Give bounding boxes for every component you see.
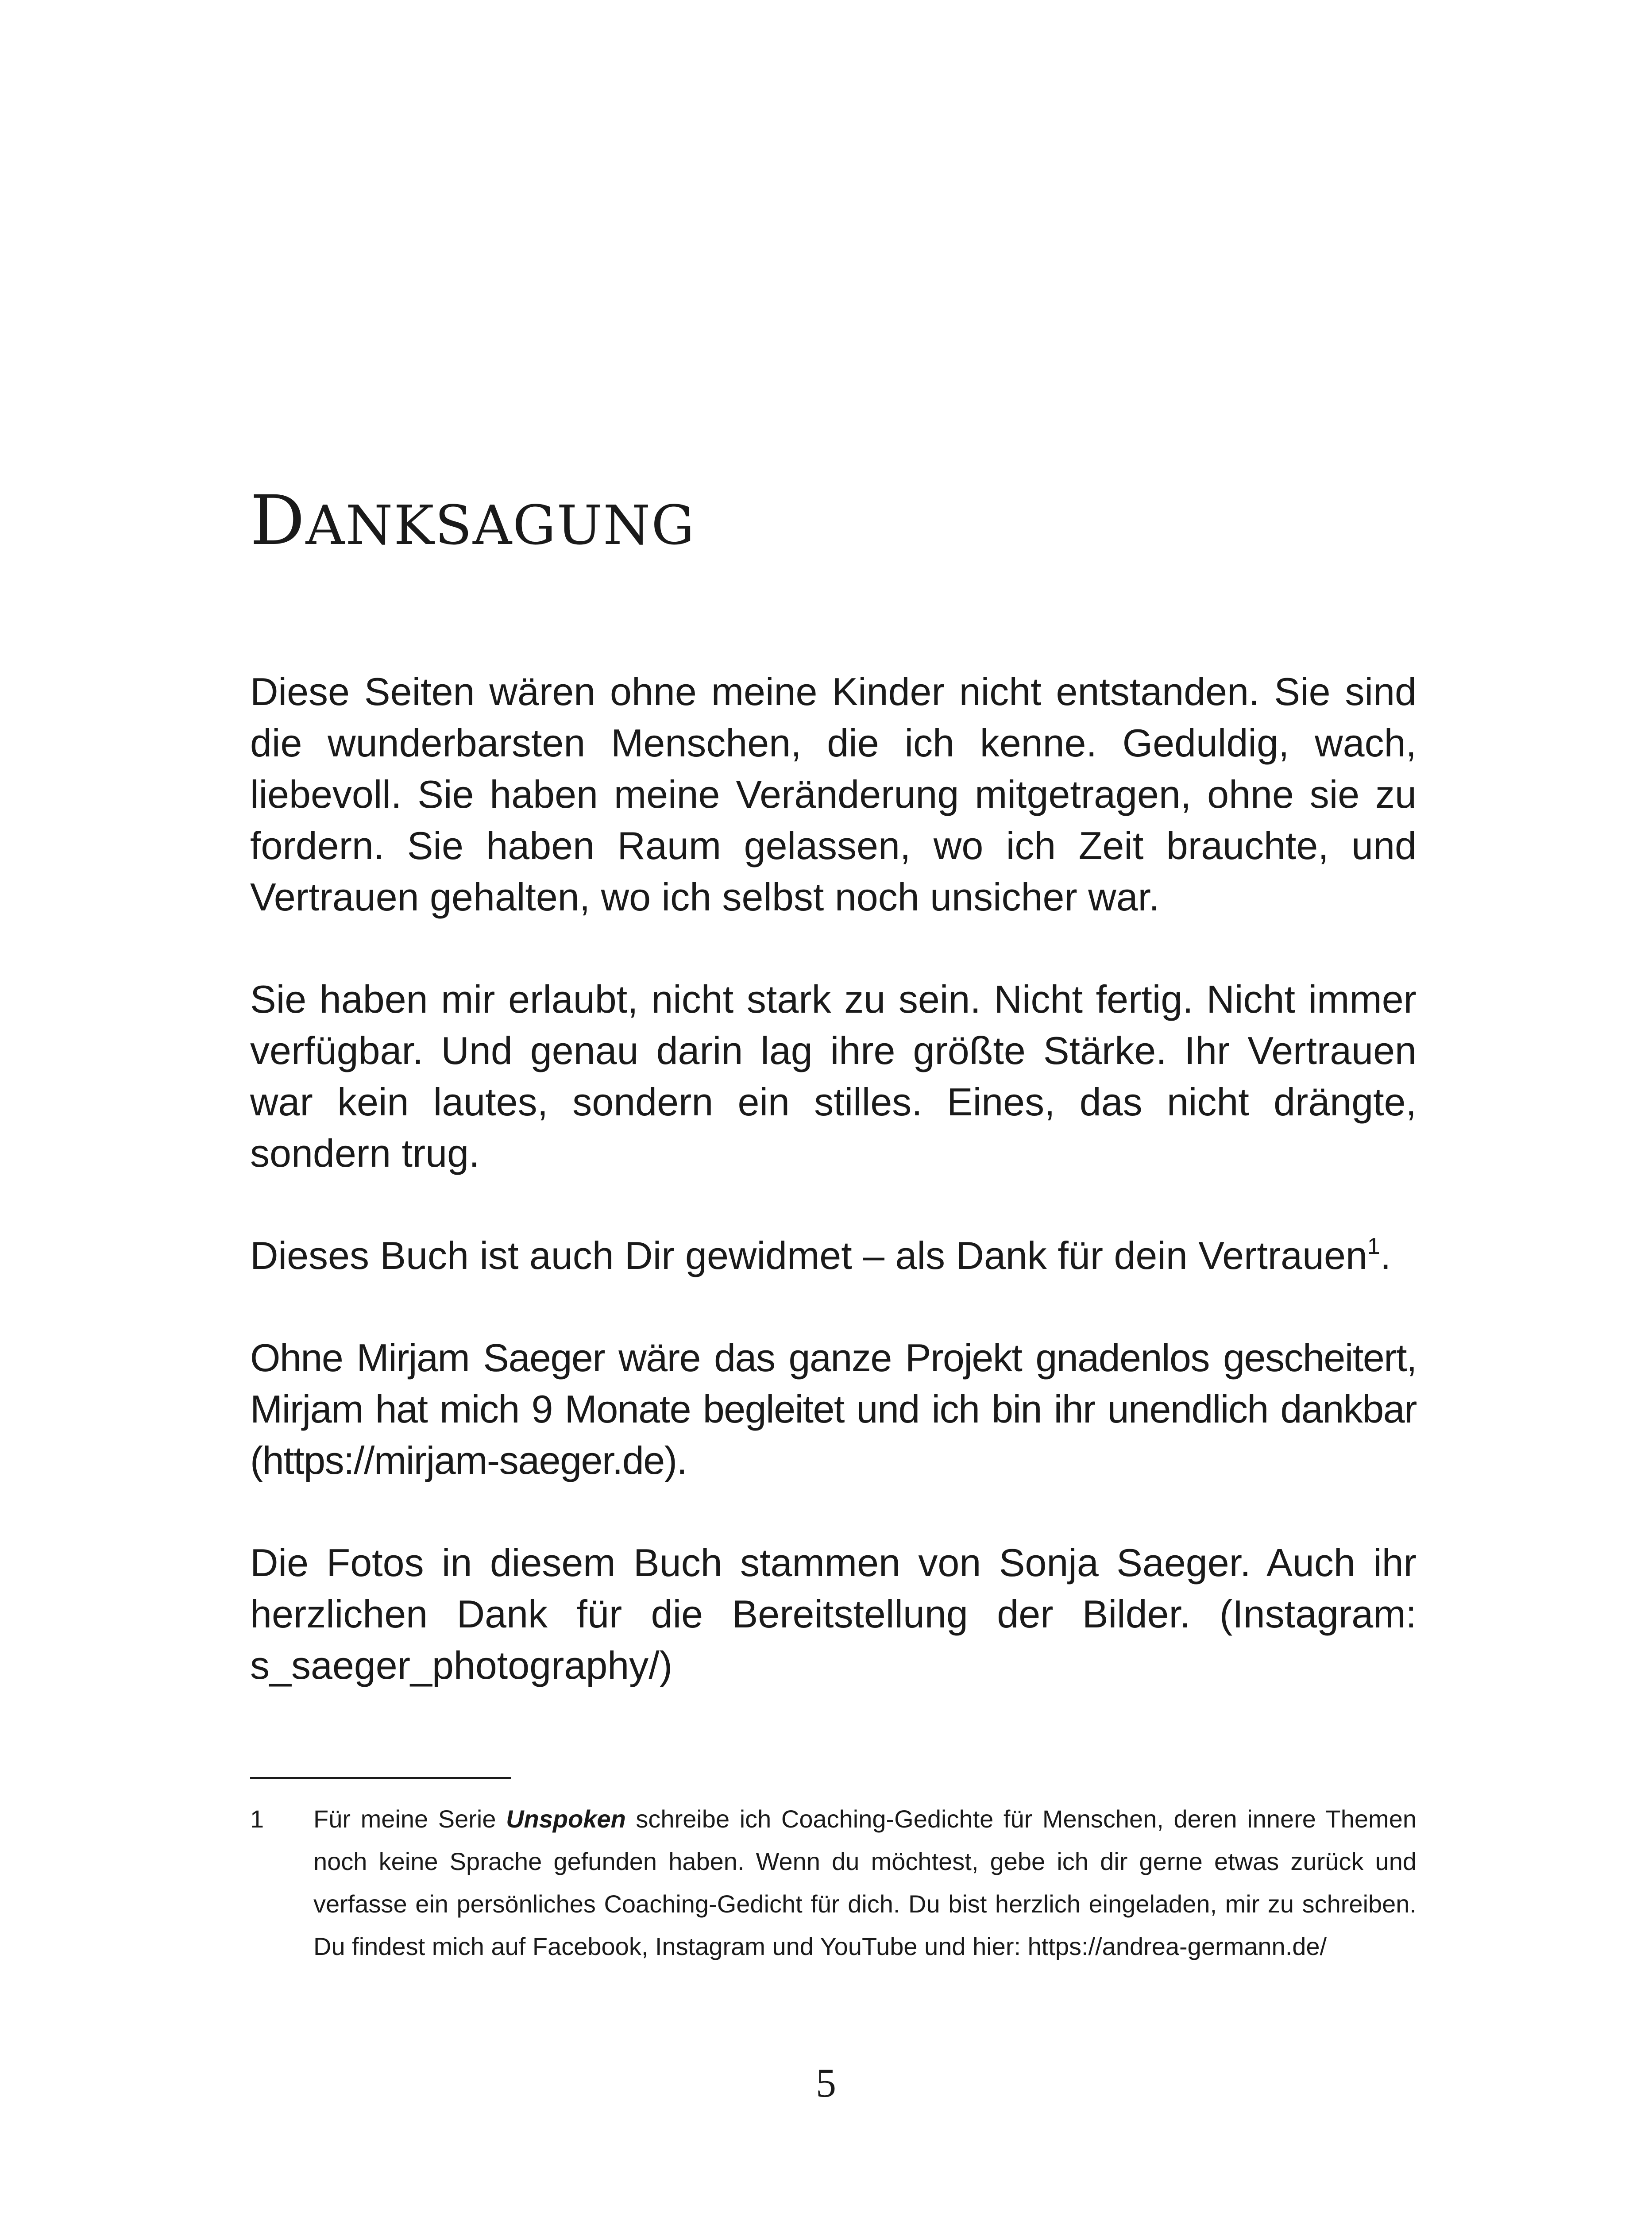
chapter-heading	[250, 481, 695, 560]
footnote-reference[interactable]: 1	[1367, 1234, 1380, 1259]
footnote-text-after: schreibe ich Coaching-Gedichte für Menschen, deren innere Themen noch keine Sprache gefunden haben. Wenn du möchtest, gebe ich dir gerne etwas zurück und verfasse ein persönliches Coaching-Gedicht für dich. Du bist herzlich eingeladen, mir zu schreiben. Du findest mich auf Facebook, Instagram und YouTube und hier: https://andrea-germann.de/	[313, 1805, 1417, 1960]
footnote-text-before: Für meine Serie	[313, 1805, 506, 1833]
footnote	[250, 1798, 1417, 1968]
heading-rest: ANKSAGUNG	[305, 494, 695, 557]
paragraph-photos: Die Fotos in diesem Buch stammen von Sonja Saeger. Auch ihr herzlichen Dank für die Bereitstellung der Bilder. (Instagram: s_saeger_photography/)	[250, 1541, 1417, 1687]
paragraph-children: Diese Seiten wären ohne meine Kinder nicht entstanden. Sie sind die wunderbarsten Menschen, die ich kenne. Geduldig, wach, liebevoll. Sie haben meine Veränderung mitgetragen, ohne sie zu fordern. Sie haben Raum gelassen, wo ich Zeit brauchte, und Vertrauen gehalten, wo ich selbst noch unsicher war.	[250, 670, 1417, 919]
series-title: Unspoken	[506, 1805, 626, 1833]
paragraph-trust: Sie haben mir erlaubt, nicht stark zu sein. Nicht fertig. Nicht immer verfügbar. Und genau darin lag ihre größte Stärke. Ihr Vertrauen war kein lautes, sondern ein stilles. Eines, das nicht drängte, sondern trug.	[250, 977, 1417, 1175]
footnote-number: 1	[250, 1805, 264, 1833]
dedication-text: Dieses Buch ist auch Dir gewidmet – als Dank für dein Vertrauen	[250, 1234, 1367, 1277]
paragraph-mirjam: Ohne Mirjam Saeger wäre das ganze Projekt gnadenlos gescheitert, Mirjam hat mich 9 Monate begleitet und ich bin ihr unendlich dankbar (https://mirjam-saeger.de).	[250, 1336, 1417, 1482]
paragraph-dedication	[250, 1230, 1417, 1281]
footnote-text	[313, 1798, 1417, 1968]
heading-initial: D	[250, 481, 306, 560]
dedication-period: .	[1380, 1234, 1391, 1277]
page-number: 5	[816, 2060, 836, 2105]
footnote-divider	[250, 1777, 511, 1779]
body-text	[250, 666, 1417, 1742]
